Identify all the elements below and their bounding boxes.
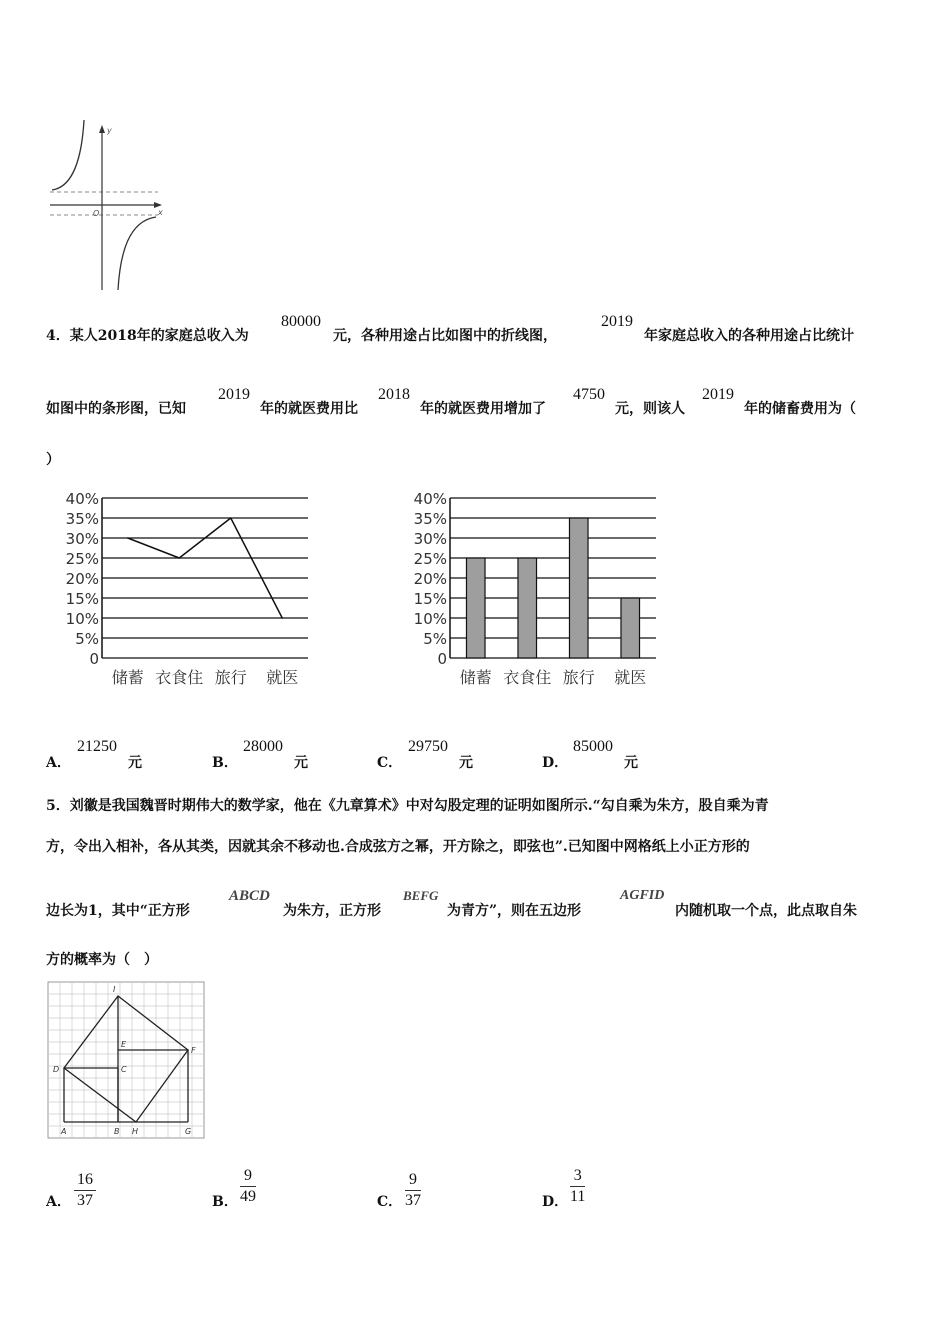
x-category-label: 就医 (266, 668, 299, 687)
q4-line3: ） (46, 452, 60, 468)
y-tick-label: 10% (65, 610, 99, 628)
q4-text: 4．某人2018年的家庭总收入为 (46, 328, 249, 344)
q4-line1 (46, 313, 926, 349)
q4-text: 年的就医费用增加了 (420, 401, 546, 417)
label-G: G (185, 1127, 192, 1136)
denominator: 37 (405, 1192, 421, 1209)
label-E: E (121, 1040, 127, 1049)
data-point (230, 517, 232, 519)
y-tick-label: 20% (413, 570, 447, 588)
q4-text: 年的储畜费用为（ (744, 401, 856, 417)
option-label: A． (46, 755, 71, 771)
q4-text: 年的就医费用比 (260, 401, 358, 417)
q4-option-c[interactable] (377, 738, 497, 774)
line-segment (128, 538, 180, 558)
y-axis-label: y (107, 126, 112, 135)
x-axis-label: x (158, 208, 163, 217)
q5-text: 边长为1，其中“正方形 (46, 903, 190, 919)
label-F: F (191, 1046, 196, 1055)
data-point (281, 617, 283, 619)
q5-line3 (46, 888, 926, 924)
q5-option-c[interactable] (377, 1168, 497, 1218)
math-expr: ABCD (229, 888, 270, 904)
bar (569, 518, 588, 658)
option-fraction (240, 1166, 256, 1207)
math-expr: BEFG (403, 888, 439, 903)
q5-option-a[interactable] (46, 1168, 166, 1218)
x-category-label: 储蓄 (111, 668, 144, 687)
y-tick-label: 5% (75, 630, 99, 648)
q5-text: 为青方”，则在五边形 (447, 903, 582, 919)
numerator: 9 (240, 1166, 256, 1187)
y-tick-label: 35% (65, 510, 99, 528)
y-tick-label: 0 (89, 650, 99, 668)
option-fraction (74, 1170, 96, 1211)
option-unit: 元 (128, 755, 142, 771)
option-label: C． (377, 1194, 403, 1210)
label-B: B (114, 1127, 120, 1136)
bar (621, 598, 640, 658)
origin-label: O (93, 209, 100, 218)
numerator: 16 (74, 1170, 96, 1191)
x-category-label: 衣食住 (503, 668, 552, 687)
math-expr: 80000 (281, 313, 321, 330)
q4-option-d[interactable] (542, 738, 662, 774)
y-tick-label: 30% (65, 530, 99, 548)
math-expr: 2018 (378, 386, 410, 403)
math-expr: AGFID (620, 888, 665, 903)
label-C: C (121, 1065, 127, 1074)
y-tick-label: 0 (437, 650, 447, 668)
data-point (127, 537, 129, 539)
math-expr: 4750 (573, 386, 605, 403)
x-category-label: 衣食住 (155, 668, 204, 687)
denominator: 11 (570, 1188, 586, 1205)
q4-option-b[interactable] (212, 738, 332, 774)
q5-line1: 5．刘徽是我国魏晋时期伟大的数学家，他在《九章算术》中对勾股定理的证明如图所示.“勾自乘为朱方，股自乘为青 (46, 798, 769, 814)
option-fraction (570, 1166, 585, 1207)
y-tick-label: 40% (413, 490, 447, 508)
math-expr: 2019 (601, 313, 633, 330)
geometry-figure (46, 980, 208, 1142)
option-label: C． (377, 755, 403, 771)
x-category-label: 旅行 (214, 668, 247, 687)
y-tick-label: 25% (65, 550, 99, 568)
option-unit: 元 (459, 755, 473, 771)
option-label: A． (46, 1194, 71, 1210)
q5-line2: 方，令出入相补，各从其类，因就其余不移动也.合成弦方之幂，开方除之，即弦也”.已知图中网格纸上小正方形的 (46, 839, 750, 855)
q5-line4: 方的概率为（ ） (46, 952, 158, 968)
y-tick-label: 10% (413, 610, 447, 628)
q5-option-d[interactable] (542, 1168, 662, 1218)
q4-text: 如图中的条形图，已知 (46, 401, 186, 417)
label-A: A (61, 1127, 67, 1136)
y-tick-label: 30% (413, 530, 447, 548)
data-point (178, 557, 180, 559)
y-tick-label: 15% (413, 590, 447, 608)
option-label: D． (542, 755, 569, 771)
denominator: 49 (240, 1188, 256, 1205)
bar (466, 558, 485, 658)
option-fraction (405, 1170, 421, 1211)
q5-text: 为朱方，正方形 (283, 903, 381, 919)
option-unit: 元 (624, 755, 638, 771)
option-label: B． (212, 1194, 238, 1210)
option-value: 29750 (408, 738, 448, 755)
numerator: 9 (405, 1170, 421, 1191)
option-value: 85000 (573, 738, 613, 755)
q4-line2 (46, 386, 926, 422)
option-value: 21250 (77, 738, 117, 755)
option-label: D． (542, 1194, 569, 1210)
option-value: 28000 (243, 738, 283, 755)
line-chart (56, 488, 316, 693)
y-tick-label: 15% (65, 590, 99, 608)
y-tick-label: 35% (413, 510, 447, 528)
function-graph (44, 115, 169, 295)
label-D: D (53, 1065, 60, 1074)
label-H: H (132, 1127, 139, 1136)
bar-chart (404, 488, 664, 693)
q4-text: 元，各种用途占比如图中的折线图， (333, 328, 557, 344)
label-I: I (113, 985, 116, 994)
math-expr: 2019 (702, 386, 734, 403)
q5-text: 内随机取一个点，此点取自朱 (675, 903, 857, 919)
denominator: 37 (77, 1192, 93, 1209)
y-tick-label: 25% (413, 550, 447, 568)
x-category-label: 储蓄 (459, 668, 492, 687)
y-tick-label: 20% (65, 570, 99, 588)
q4-text: 年家庭总收入的各种用途占比统计 (644, 328, 854, 344)
option-label: B． (212, 755, 238, 771)
option-unit: 元 (294, 755, 308, 771)
y-tick-label: 5% (423, 630, 447, 648)
numerator: 3 (570, 1166, 585, 1187)
q4-option-a[interactable] (46, 738, 166, 774)
q5-option-b[interactable] (212, 1168, 332, 1218)
bar (518, 558, 537, 658)
y-tick-label: 40% (65, 490, 99, 508)
math-expr: 2019 (218, 386, 250, 403)
x-category-label: 就医 (614, 668, 647, 687)
q4-text: 元，则该人 (615, 401, 685, 417)
x-category-label: 旅行 (562, 668, 595, 687)
line-segment (231, 518, 283, 618)
